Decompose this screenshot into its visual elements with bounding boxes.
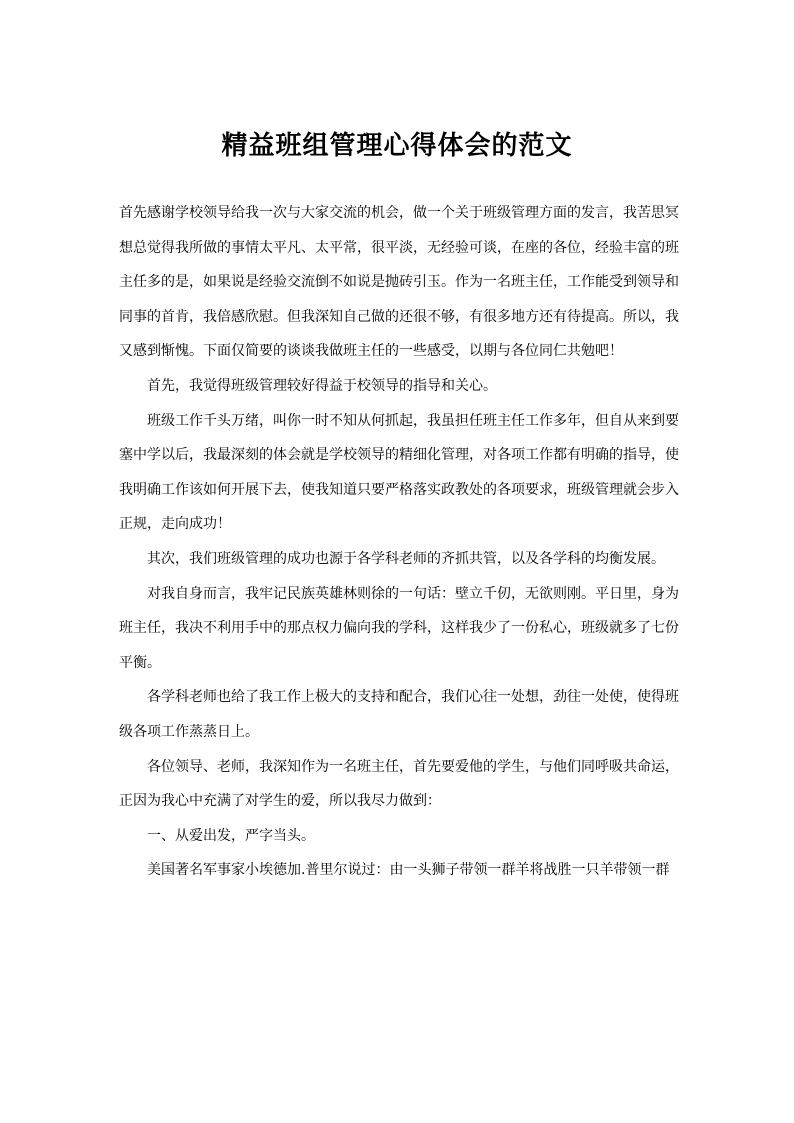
paragraph-love-students: 各位领导、老师，我深知作为一名班主任，首先要爱他的学生，与他们同呼吸共命运，正因为我心中充满了对学生的爱，所以我尽力做到： [119,758,679,810]
paragraph-first-point: 首先，我觉得班级管理较好得益于校领导的指导和关心。 [147,377,497,394]
paragraph-teacher-support: 各学科老师也给了我工作上极大的支持和配合，我们心往一处想，劲往一处使，使得班级各项工作蒸蒸日上。 [119,689,679,740]
paragraph-self-reflection: 对我自身而言，我牢记民族英雄林则徐的一句话：壁立千仞，无欲则刚。平日里，身为班主任，我决不利用手中的那点权力偏向我的学科，这样我少了一份私心，班级就多了七份平衡。 [119,585,679,671]
paragraph-quote-start: 美国著名军事家小埃德加.普里尔说过：由一头狮子带领一群羊将战胜一只羊带领一群 [147,862,670,879]
document-title: 精益班组管理心得体会的范文 [221,131,573,161]
paragraph-work-management: 班级工作千头万绪，叫你一时不知从何抓起，我虽担任班主任工作多年，但自从来到要塞中学以后，我最深刻的体会就是学校领导的精细化管理，对各项工作都有明确的指导，使我明确工作该如何开展下去，使我知道只要严格落实政教处的各项要求，班级管理就会步入正规，走向成功！ [119,412,679,533]
paragraph-second-point: 其次，我们班级管理的成功也源于各学科老师的齐抓共管，以及各学科的均衡发展。 [147,550,665,567]
document-body [119,196,679,888]
paragraph-section-heading: 一、从爱出发，严字当头。 [147,827,315,844]
paragraph-opening: 首先感谢学校领导给我一次与大家交流的机会，做一个关于班级管理方面的发言，我苦思冥想总觉得我所做的事情太平凡、太平常，很平淡，无经验可谈，在座的各位，经验丰富的班主任多的是，如果说是经验交流倒不如说是抛砖引玉。作为一名班主任，工作能受到领导和同事的首肯，我倍感欣慰。但我深知自己做的还很不够，有很多地方还有待提高。所以，我又感到惭愧。下面仅简要的谈谈我做班主任的一些感受，以期与各位同仁共勉吧！ [119,205,679,360]
